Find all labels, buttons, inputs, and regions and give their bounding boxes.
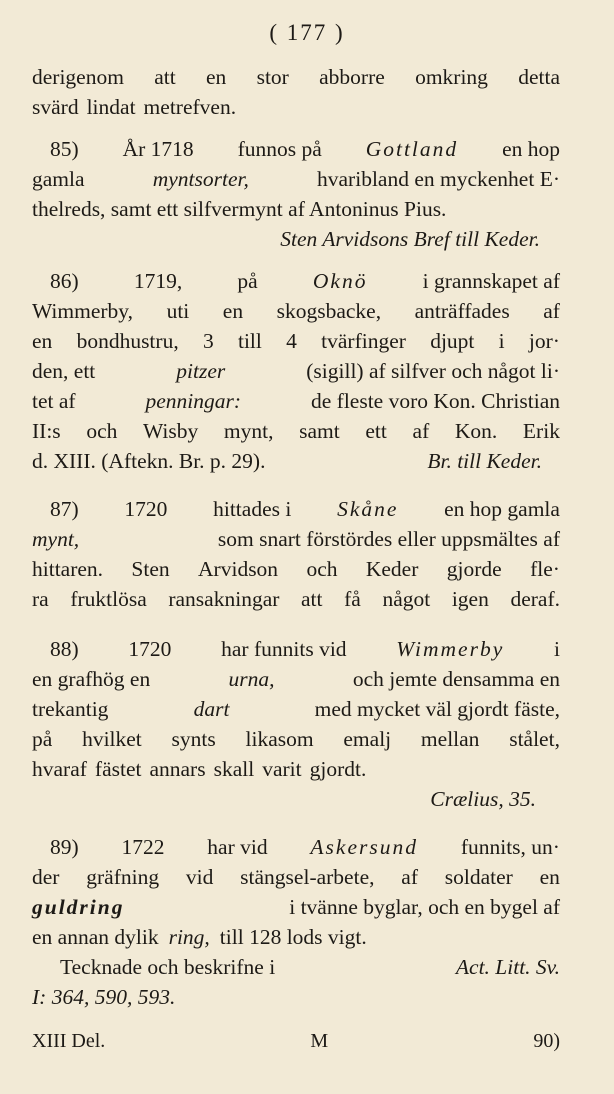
text: till 128 lods vigt. [219, 925, 367, 949]
text: den, ett [32, 359, 96, 383]
text: på [237, 269, 258, 293]
italic-term: penningar: [145, 389, 242, 413]
entry-number: 86) [50, 269, 79, 293]
word: deraf. [510, 587, 560, 611]
text-line-29 [32, 982, 560, 1012]
text: Tecknade och beskrifne i [60, 955, 276, 979]
word: II:s [32, 419, 61, 443]
text-line-19 [32, 664, 560, 694]
word: gjorde [446, 557, 502, 581]
word: något [382, 587, 431, 611]
word: Arvidson [198, 557, 279, 581]
text: och jemte densamma en [352, 667, 560, 691]
word: tvärfinger [321, 329, 406, 353]
word: der [32, 865, 60, 889]
text-line-14 [32, 494, 560, 524]
entry-year: År 1718 [122, 137, 194, 161]
word: skogsbacke, [276, 299, 382, 323]
word: derigenom [32, 65, 124, 89]
italic-term: guldring [32, 895, 125, 919]
text-line-16 [32, 554, 560, 584]
text: som snart förstördes eller uppsmältes af [217, 527, 560, 551]
text-line-8 [32, 296, 560, 326]
text-line-6 [32, 224, 560, 254]
citation: Act. Litt. Sv. [455, 955, 560, 979]
entry-year: 1720 [124, 497, 168, 521]
text-line-7 [32, 266, 560, 296]
word: och [306, 557, 338, 581]
place-name: Skåne [337, 497, 399, 521]
word: Wimmerby, [32, 299, 134, 323]
entry-year: 1719, [133, 269, 183, 293]
word: hittaren. [32, 557, 104, 581]
text-line-22 [32, 754, 560, 784]
word: djupt [430, 329, 475, 353]
word: abborre [319, 65, 385, 89]
word: Erik [522, 419, 560, 443]
entry-number: 87) [50, 497, 79, 521]
word: ett [365, 419, 387, 443]
text: en annan dylik [32, 925, 159, 949]
text: funnits, un· [460, 835, 560, 859]
word: få [344, 587, 361, 611]
text-line-21 [32, 724, 560, 754]
word: anträffades [414, 299, 510, 323]
word: till [237, 329, 262, 353]
text-line-5 [32, 194, 560, 224]
citation: Sten Arvidsons Bref till Keder. [280, 227, 540, 251]
text-line-24 [32, 832, 560, 862]
word: stor [256, 65, 289, 89]
text: en hop [502, 137, 560, 161]
citation: I: 364, 590, 593. [32, 985, 176, 1009]
word: soldater [444, 865, 513, 889]
word: ransakningar [168, 587, 280, 611]
text-line-25 [32, 862, 560, 892]
word: fle· [530, 557, 560, 581]
word: varit [262, 757, 302, 781]
text-line-3 [32, 134, 560, 164]
word: Keder [365, 557, 419, 581]
text: hvaribland en myckenhet E· [317, 167, 560, 191]
word: att [154, 65, 176, 89]
word: svärd [32, 95, 79, 119]
text-line-20 [32, 694, 560, 724]
word: en [206, 65, 227, 89]
word: skall [213, 757, 255, 781]
word: att [301, 587, 323, 611]
word: gräfning [86, 865, 160, 889]
text: med mycket väl gjordt fäste, [314, 697, 560, 721]
italic-term: myntsorter, [152, 167, 249, 191]
page-number: ( 177 ) [269, 20, 345, 45]
text: i [553, 637, 560, 661]
text: en hop gamla [444, 497, 560, 521]
text-line-12 [32, 416, 560, 446]
word: samt [299, 419, 340, 443]
word: 3 [202, 329, 214, 353]
italic-term: dart [193, 697, 230, 721]
text: tet af [32, 389, 76, 413]
citation: Crælius, 35. [430, 787, 536, 811]
word: en [32, 329, 53, 353]
word: i [498, 329, 505, 353]
word: metrefven. [143, 95, 237, 119]
word: fruktlösa [70, 587, 147, 611]
word: Sten [131, 557, 170, 581]
word: Wisby [143, 419, 199, 443]
text: en grafhög en [32, 667, 151, 691]
word: gjordt. [309, 757, 367, 781]
entry-number: 85) [50, 137, 79, 161]
citation: Br. till Keder. [427, 449, 542, 473]
text-line-11 [32, 386, 560, 416]
entry-year: 1722 [121, 835, 165, 859]
word: af [543, 299, 560, 323]
word: lindat [86, 95, 136, 119]
text-line-2 [32, 92, 560, 122]
place-name: Oknö [312, 269, 368, 293]
text: d. XIII. (Aftekn. Br. p. 29). [32, 449, 266, 473]
word: likasom [245, 727, 314, 751]
text: hittades i [213, 497, 292, 521]
text: funnos på [237, 137, 322, 161]
word: emalj [343, 727, 392, 751]
text-line-28 [32, 952, 560, 982]
word: hvilket [82, 727, 142, 751]
text: (sigill) af silfver och något li· [306, 359, 560, 383]
italic-term: urna, [228, 667, 275, 691]
text-line-13 [32, 446, 542, 476]
word: jor· [528, 329, 560, 353]
text-line-4 [32, 164, 560, 194]
text: har funnits vid [221, 637, 347, 661]
word: detta [518, 65, 560, 89]
text-line-9 [32, 326, 560, 356]
word: hvaraf [32, 757, 87, 781]
word: synts [171, 727, 216, 751]
entry-number: 88) [50, 637, 79, 661]
gathering-letter: M [310, 1030, 329, 1052]
word: 4 [286, 329, 297, 353]
text-line-23 [32, 784, 560, 814]
word: omkring [415, 65, 488, 89]
word: på [32, 727, 53, 751]
word: mellan [420, 727, 480, 751]
word: af [412, 419, 430, 443]
catchword: 90) [533, 1030, 560, 1052]
text-line-17 [32, 584, 560, 614]
word: Kon. [454, 419, 498, 443]
word: af [401, 865, 418, 889]
text: trekantig [32, 697, 109, 721]
place-name: Gottland [365, 137, 459, 161]
text: har vid [207, 835, 268, 859]
word: stålet, [509, 727, 560, 751]
text: de fleste voro Kon. Christian [311, 389, 560, 413]
word: annars [149, 757, 206, 781]
word: stängsel-arbete, [240, 865, 375, 889]
word: mynt, [223, 419, 274, 443]
text: gamla [32, 167, 85, 191]
text: i tvänne byglar, och en bygel af [289, 895, 560, 919]
word: ra [32, 587, 49, 611]
text-line-10 [32, 356, 560, 386]
place-name: Askersund [310, 835, 418, 859]
italic-term: ring, [168, 925, 210, 949]
signature-mark: XIII Del. [32, 1030, 106, 1052]
word: en [222, 299, 244, 323]
italic-term: pitzer [176, 359, 226, 383]
place-name: Wimmerby [396, 637, 505, 661]
text-line-1 [32, 62, 560, 92]
text-line-27 [32, 922, 560, 952]
word: vid [185, 865, 214, 889]
entry-number: 89) [50, 835, 79, 859]
word: en [539, 865, 560, 889]
word: fästet [94, 757, 142, 781]
word: och [86, 419, 118, 443]
page-footer [32, 1030, 560, 1053]
word: uti [166, 299, 190, 323]
text: i grannskapet af [422, 269, 560, 293]
text-line-26 [32, 892, 560, 922]
word: igen [451, 587, 489, 611]
text: thelreds, samt ett silfvermynt af Antoninus Pius. [32, 197, 447, 221]
italic-term: mynt, [32, 527, 80, 551]
text-line-18 [32, 634, 560, 664]
word: bondhustru, [76, 329, 179, 353]
text-line-15 [32, 524, 560, 554]
entry-year: 1720 [128, 637, 172, 661]
